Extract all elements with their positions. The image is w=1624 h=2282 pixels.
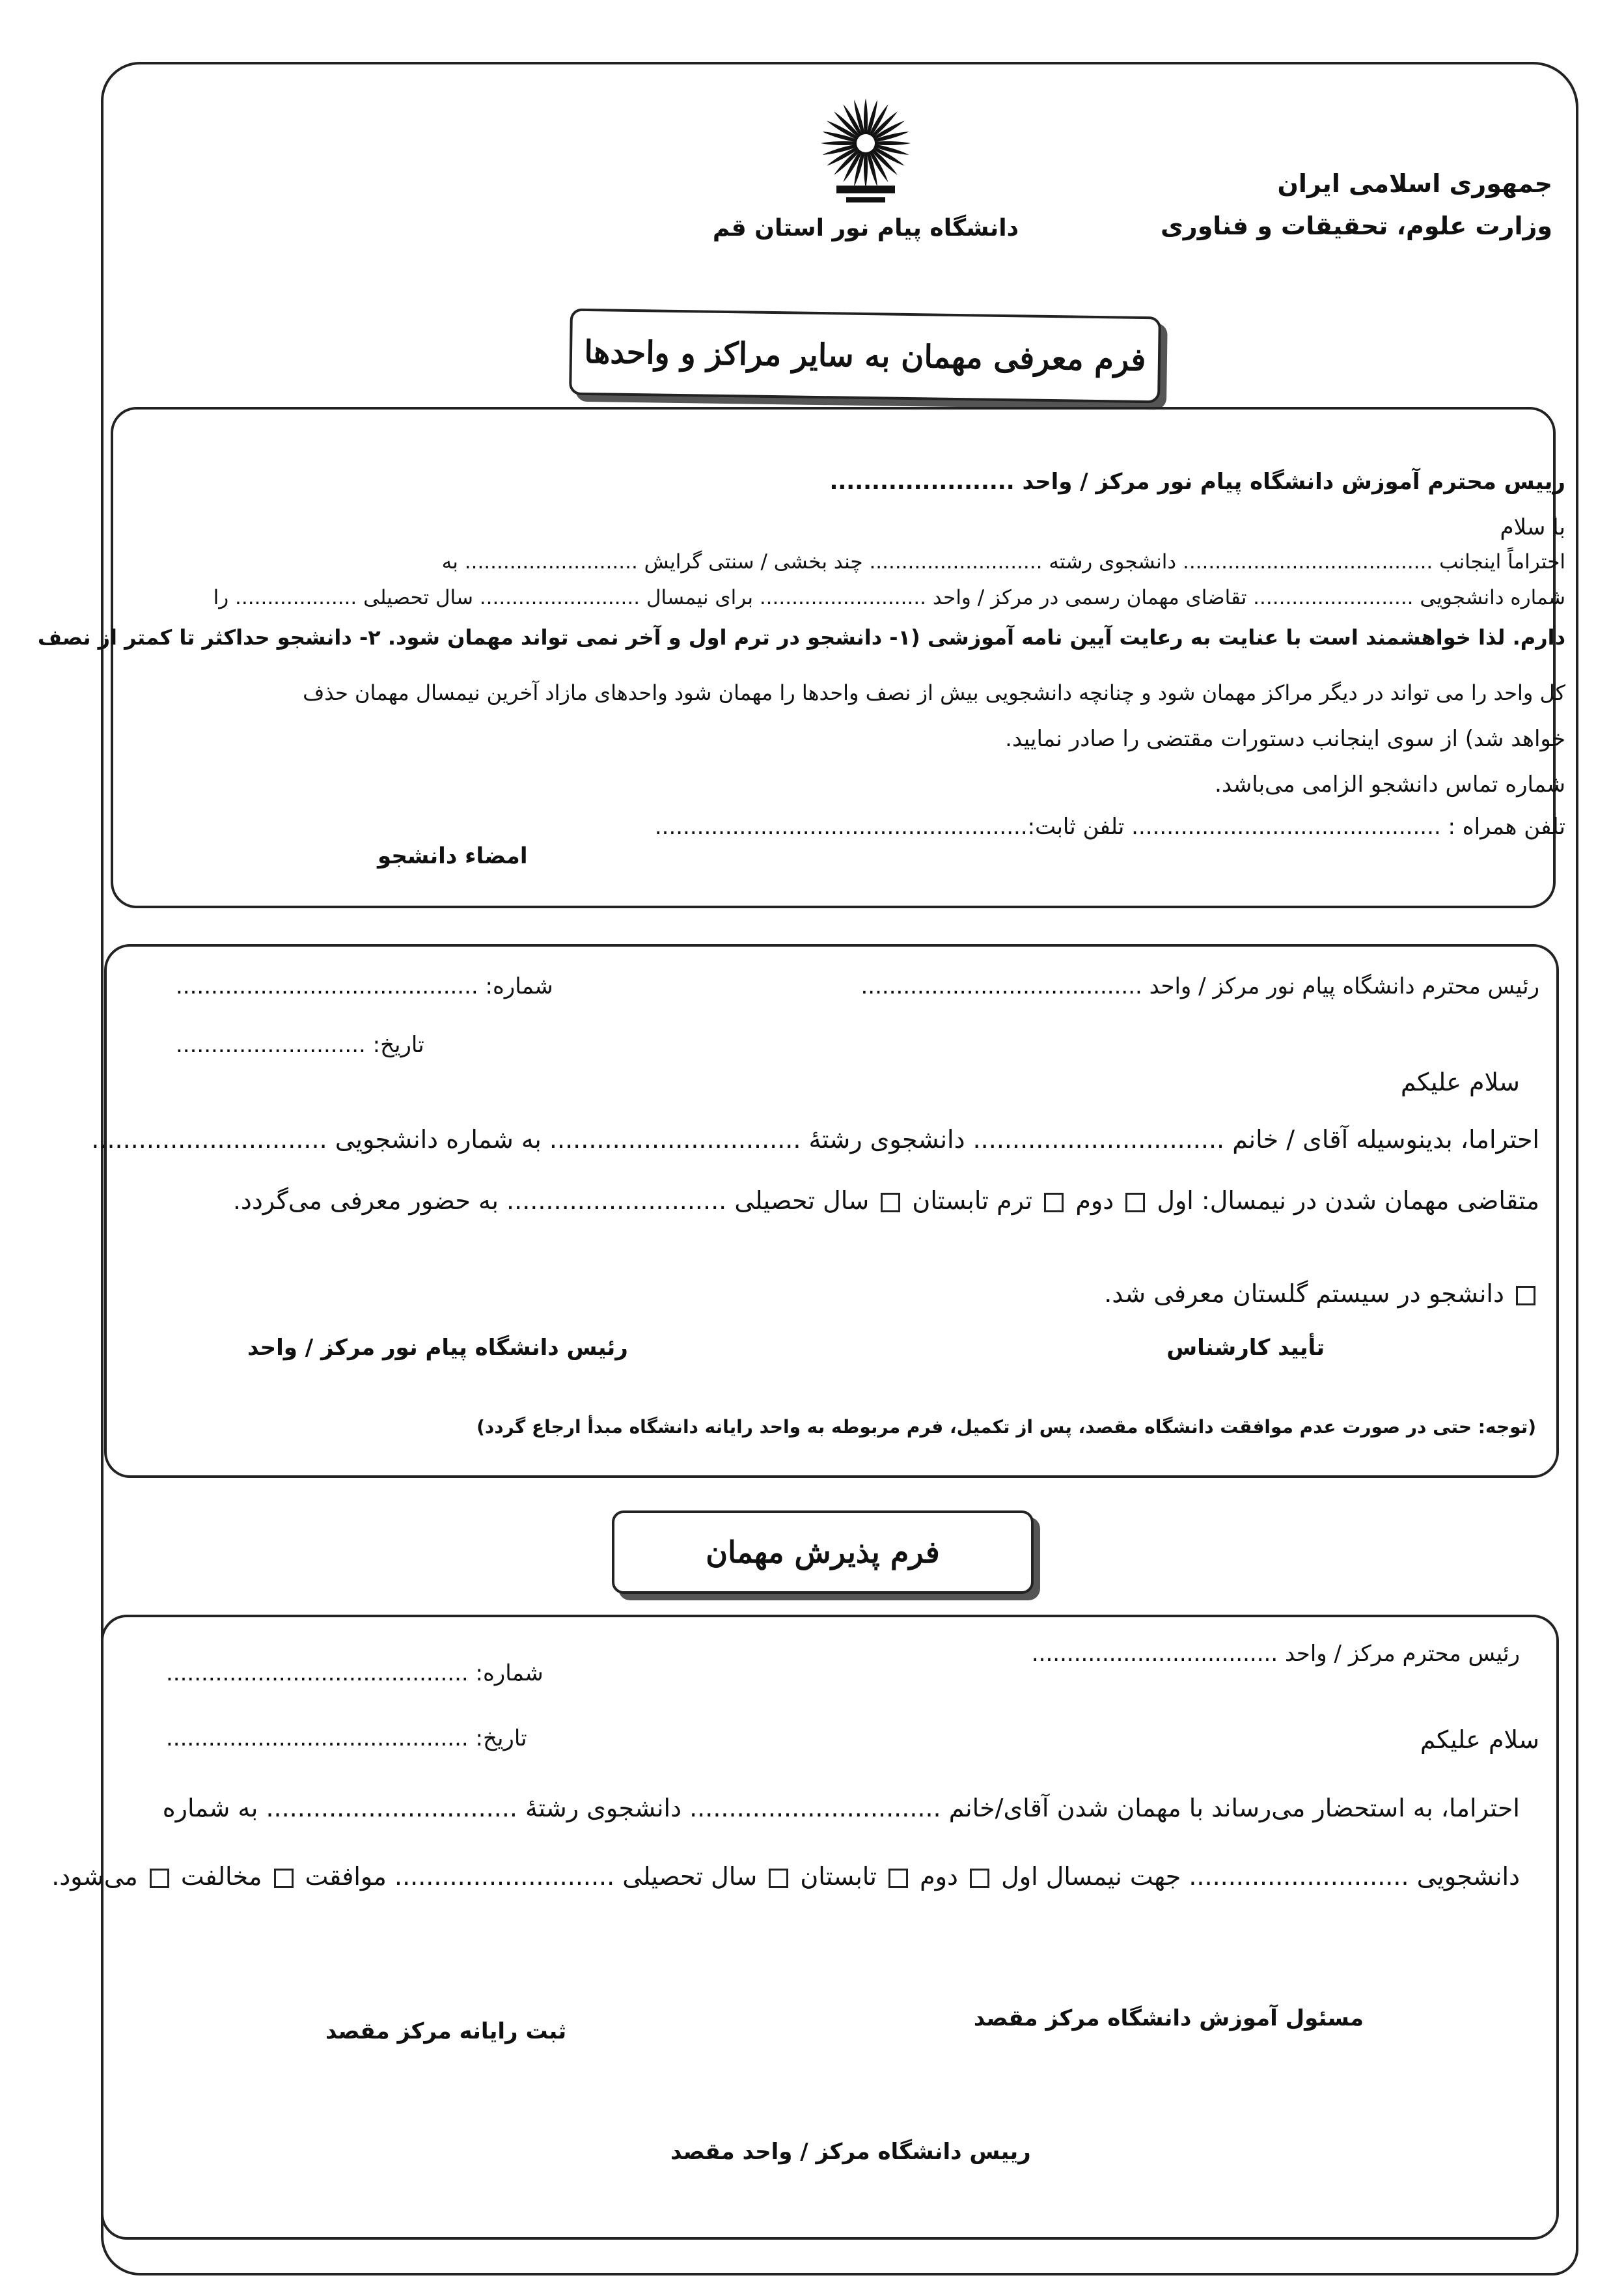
label-oppose: مخالفت: [180, 1862, 262, 1891]
form3-semester-prefix: دانشجویی ............................ جهت نیمسال اول: [1001, 1862, 1520, 1891]
checkbox-first-semester[interactable]: [1125, 1193, 1145, 1212]
form1-addressee: رییس محترم آموزش دانشگاه پیام نور مرکز / واحد ......................: [829, 469, 1565, 495]
form2-number: شماره: ...........................................: [176, 973, 553, 999]
university-logo: [817, 94, 915, 218]
label-second-semester-acceptance: دوم: [920, 1862, 958, 1891]
form3-date: تاریخ: ...........................................: [166, 1725, 527, 1751]
checkbox-agree[interactable]: [274, 1869, 294, 1888]
form2-date: تاریخ: ...........................: [176, 1032, 424, 1058]
form1-line2: شماره دانشجویی ......................... تقاضای مهمان رسمی در مرکز / واحد .......................... برای نیمسال ......................... سال تحصیلی ................... را: [213, 586, 1565, 609]
form3-line1: احتراما، به استحضار می‌رساند با مهمان شدن آقای/خانم ................................ دانشجوی رشتهٔ ................................ به شماره: [162, 1794, 1520, 1822]
form1-line3: دارم. لذا خواهشمند است با عنایت به رعایت آیین نامه آموزشی (۱- دانشجو در ترم اول و آخر نمی تواند مهمان شود. ۲- دانشجو حداکثر تا کمتر از نصف: [37, 625, 1565, 650]
form1-phones: تلفن همراه : ............................................ تلفن ثابت:.....................................................: [654, 814, 1565, 840]
form2-semester-line: [233, 1186, 1539, 1216]
label-summer-term: ترم تابستان: [912, 1186, 1033, 1215]
checkbox-second-semester[interactable]: [1044, 1193, 1064, 1212]
form3-year-agree: سال تحصیلی ............................ موافقت: [305, 1862, 758, 1891]
form3-addressee: رئیس محترم مرکز / واحد ...................................: [1031, 1641, 1520, 1667]
checkbox-summer-term[interactable]: [881, 1193, 900, 1212]
country-name: جمهوری اسلامی ایران: [1277, 169, 1552, 198]
form1-line6: شماره تماس دانشجو الزامی می‌باشد.: [1215, 772, 1565, 798]
header-right: [1097, 163, 1552, 247]
form2-golestan-line: [1104, 1279, 1539, 1309]
form-title-acceptance: فرم پذیرش مهمان: [612, 1510, 1034, 1594]
form1-line4: کل واحد را می تواند در دیگر مراکز مهمان شود و چنانچه دانشجویی بیش از نصف واحدها را مهمان شود واحدهای مازاد آخرین نیمسال مهمان حذف: [303, 680, 1565, 705]
form2-addressee: رئیس محترم دانشگاه پیام نور مرکز / واحد ........................................: [860, 973, 1539, 999]
form1-line1: احتراماً اینجانب ....................................... دانشجوی رشته ........................... چند بخشی / سنتی گرایش ........................... به: [441, 550, 1565, 574]
form2-line1: احتراما، بدینوسیله آقای / خانم ................................ دانشجوی رشتهٔ ................................ به شماره دانشجویی ..............................: [91, 1125, 1539, 1154]
computer-registration-label: ثبت رایانه مرکز مقصد: [325, 2018, 567, 2044]
checkbox-oppose[interactable]: [150, 1869, 169, 1888]
checkbox-golestan-registered[interactable]: [1516, 1286, 1535, 1305]
form2-greeting: سلام علیکم: [1400, 1068, 1520, 1096]
golestan-label: دانشجو در سیستم گلستان معرفی شد.: [1104, 1279, 1504, 1308]
destination-university-head-label: رییس دانشگاه مرکز / واحد مقصد: [670, 2139, 1031, 2165]
student-signature-label: امضاء دانشجو: [378, 843, 528, 869]
form-title-introduction: فرم معرفی مهمان به سایر مراکز و واحدها: [569, 309, 1161, 404]
form2-note: (توجه: حتی در صورت عدم موافقت دانشگاه مقصد، پس از تکمیل، فرم مربوطه به واحد رایانه دانشگاه مبدأ ارجاع گردد): [476, 1416, 1536, 1438]
expert-approval-label: تأیید کارشناس: [1166, 1335, 1325, 1361]
checkbox-second-semester-acceptance[interactable]: [888, 1869, 908, 1888]
form2-semester-prefix: متقاضی مهمان شدن در نیمسال: اول: [1157, 1186, 1539, 1215]
form3-greeting: سلام علیکم: [1420, 1725, 1539, 1754]
form3-line-end: می‌شود.: [51, 1862, 138, 1891]
form2-semester-suffix: سال تحصیلی ............................ به حضور معرفی می‌گردد.: [232, 1186, 870, 1215]
ministry-name: وزارت علوم، تحقیقات و فناوری: [1160, 211, 1552, 240]
university-head-label: رئیس دانشگاه پیام نور مرکز / واحد: [247, 1335, 628, 1361]
label-second-semester: دوم: [1075, 1186, 1114, 1215]
form1-greeting: با سلام: [1500, 514, 1565, 540]
checkbox-first-semester-acceptance[interactable]: [970, 1869, 989, 1888]
education-head-label: مسئول آموزش دانشگاه مرکز مقصد: [973, 2005, 1364, 2031]
form1-line5: خواهد شد) از سوی اینجانب دستورات مقتضی را صادر نمایید.: [1005, 726, 1565, 752]
university-name: دانشگاه پیام نور استان قم: [712, 215, 1019, 242]
form3-number: شماره: ...........................................: [166, 1660, 544, 1686]
label-summer-acceptance: تابستان: [800, 1862, 877, 1891]
form3-semester-line: [51, 1862, 1520, 1892]
checkbox-summer-acceptance[interactable]: [769, 1869, 788, 1888]
